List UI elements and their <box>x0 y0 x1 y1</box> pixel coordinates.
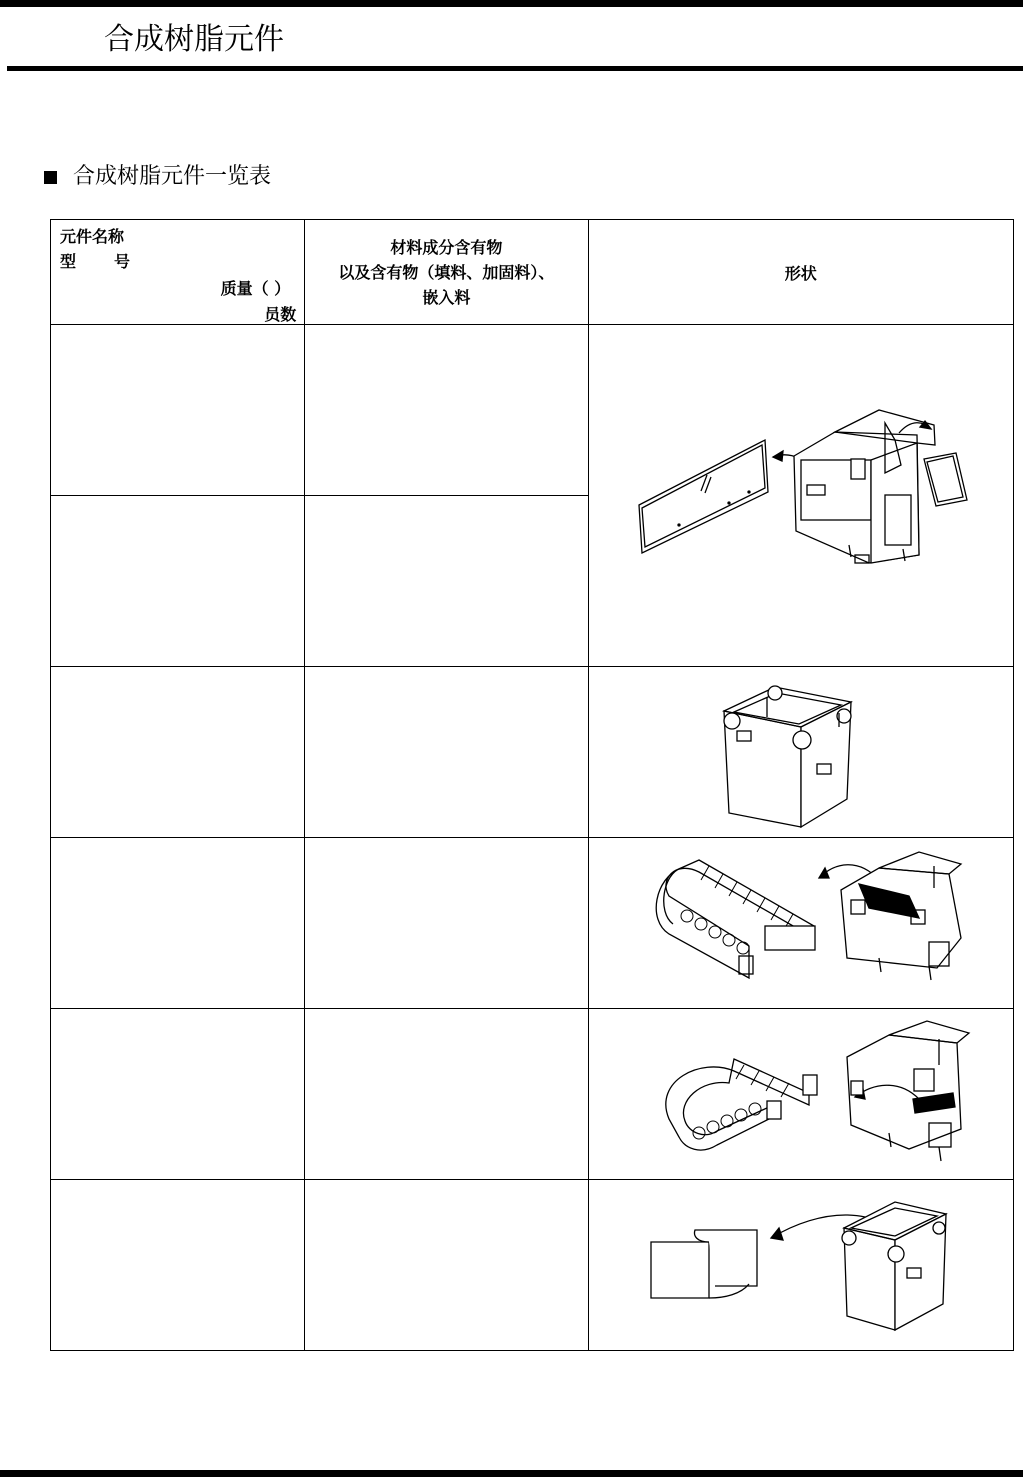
bottom-rule <box>0 1470 1023 1477</box>
header-mass-label: 质量（ ） <box>220 279 291 298</box>
top-rule <box>0 0 1023 7</box>
part-name-cell <box>51 1009 305 1180</box>
section-heading <box>44 162 271 192</box>
shape-cell <box>588 1009 1013 1180</box>
shape-cell <box>588 1180 1013 1351</box>
table-header-row <box>51 220 1014 325</box>
header-part-name <box>51 220 305 325</box>
header-count-label: 员数 <box>264 305 297 324</box>
table-row <box>51 1180 1014 1351</box>
material-cell <box>305 838 588 1009</box>
shape-cell <box>588 667 1013 838</box>
material-cell <box>305 1180 588 1351</box>
material-cell <box>305 325 588 496</box>
header-shape: 形状 <box>588 220 1013 325</box>
part-name-cell <box>51 325 305 496</box>
part-name-cell <box>51 667 305 838</box>
cover-panels-removal-illustration <box>589 325 1014 666</box>
page-title: 合成树脂元件 <box>104 22 284 57</box>
box-liner-sheet-illustration <box>589 1180 1014 1350</box>
table-row <box>51 838 1014 1009</box>
title-rule <box>7 66 1023 71</box>
table-row <box>51 1009 1014 1180</box>
header-model-label: 型 号 <box>60 252 131 271</box>
resin-parts-table <box>50 219 1014 1351</box>
material-cell <box>305 1009 588 1180</box>
part-name-cell <box>51 1180 305 1351</box>
shape-cell <box>588 838 1013 1009</box>
header-material: 材料成分含有物 以及含有物（填料、加固料）、 嵌入料 <box>305 220 588 325</box>
cable-carrier-chain-illustration <box>589 838 1014 1008</box>
table-row <box>51 667 1014 838</box>
material-cell <box>305 496 588 667</box>
header-part-name-label: 元件名称 <box>60 227 125 246</box>
cable-carrier-chain-2-illustration <box>589 1009 1014 1179</box>
shape-cell <box>588 325 1013 667</box>
table-row <box>51 325 1014 496</box>
part-name-cell <box>51 496 305 667</box>
square-bullet-icon <box>44 171 57 184</box>
material-cell <box>305 667 588 838</box>
part-name-cell <box>51 838 305 1009</box>
storage-box-illustration <box>589 667 1014 837</box>
section-heading-text: 合成树脂元件一览表 <box>73 164 272 189</box>
